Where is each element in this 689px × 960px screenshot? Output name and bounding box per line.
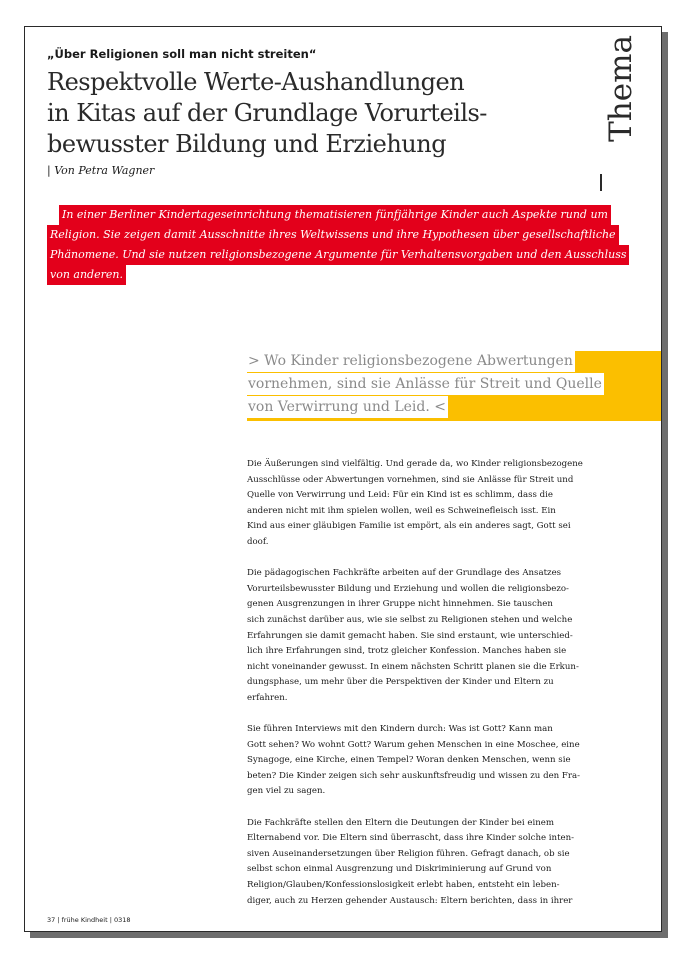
body-line: Erfahrungen sie damit gemacht haben. Sie sind erstaunt, wie unterschied-	[247, 630, 573, 641]
magazine-page	[24, 26, 662, 932]
pullquote-line: von Verwirrung und Leid. <	[247, 396, 448, 419]
body-line: diger, auch zu Herzen gehender Austausch: Eltern berichten, dass in ihrer	[247, 895, 573, 906]
body-line: genen Ausgrenzungen in ihrer Gruppe nicht hinnehmen. Sie tauschen	[247, 599, 553, 610]
body-line: Die Fachkräfte stellen den Eltern die Deutungen der Kinder bei einem	[247, 817, 554, 828]
body-line: Sie führen Interviews mit den Kindern durch: Was ist Gott? Kann man	[247, 724, 553, 735]
body-line: dungsphase, um mehr über die Perspektiven der Kinder und Eltern zu	[247, 677, 554, 688]
title-line: in Kitas auf der Grundlage Vorurteils-	[47, 99, 487, 127]
article-byline: | Von Petra Wagner	[47, 164, 155, 177]
intro-teaser	[47, 205, 627, 285]
body-line: siven Auseinandersetzungen über Religion führen. Gefragt danach, ob sie	[247, 848, 570, 859]
body-line: Vorurteilsbewusster Bildung und Erziehung und wollen die religionsbezo-	[247, 583, 569, 594]
body-paragraph	[247, 816, 589, 910]
page-footer: 37 | frühe Kindheit | 0318	[47, 916, 131, 924]
body-line: beten? Die Kinder zeigen sich sehr auskunftsfreudig und wissen zu den Fra-	[247, 770, 581, 781]
section-marker	[600, 35, 642, 185]
body-line: Religion/Glauben/Konfessionslosigkeit erlebt haben, entsteht ein leben-	[247, 880, 560, 891]
article-body	[247, 457, 589, 925]
pullquote	[247, 350, 647, 419]
body-line: sich zunächst darüber aus, wie sie selbst zu Religionen stehen und welche	[247, 614, 573, 625]
body-paragraph	[247, 566, 589, 706]
body-line: anderen nicht mit ihm spielen wollen, weil es Schweinefleisch isst. Ein	[247, 505, 556, 516]
body-line: nicht voneinander gewusst. In einem nächsten Schritt planen sie die Erkun-	[247, 661, 579, 672]
intro-line: Religion. Sie zeigen damit Ausschnitte ihres Weltwissens und ihre Hypothesen über gesellschaftliche	[47, 225, 619, 245]
title-line: Respektvolle Werte-Aushandlungen	[47, 68, 465, 96]
body-line: Die Äußerungen sind vielfältig. Und gerade da, wo Kinder religionsbezogene	[247, 459, 583, 469]
body-line: selbst schon einmal Ausgrenzung und Diskriminierung auf Grund von	[247, 864, 552, 875]
body-paragraph	[247, 722, 589, 800]
section-label: Thema	[603, 35, 639, 142]
body-line: Kind aus einer gläubigen Familie ist empört, als ein anderes sagt, Gott sei	[247, 521, 571, 532]
pullquote-line: > Wo Kinder religionsbezogene Abwertungen	[247, 350, 575, 373]
intro-line: von anderen.	[47, 265, 126, 285]
intro-line: Phänomene. Und sie nutzen religionsbezogene Argumente für Verhaltensvorgaben und den Ausschluss	[47, 245, 629, 265]
body-line: erfahren.	[247, 692, 288, 703]
body-line: doof.	[247, 536, 269, 547]
body-line: Ausschlüsse oder Abwertungen vornehmen, sind sie Anlässe für Streit und	[247, 474, 574, 485]
section-bar	[600, 174, 602, 191]
article-kicker: „Über Religionen soll man nicht streiten“	[47, 47, 317, 61]
body-line: Quelle von Verwirrung und Leid: Für ein Kind ist es schlimm, dass die	[247, 490, 553, 501]
body-line: Die pädagogischen Fachkräfte arbeiten auf der Grundlage des Ansatzes	[247, 568, 562, 579]
article-title	[47, 67, 587, 160]
title-line: bewusster Bildung und Erziehung	[47, 130, 447, 158]
body-line: Gott sehen? Wo wohnt Gott? Warum gehen Menschen in eine Moschee, eine	[247, 739, 580, 750]
body-line: Elternabend vor. Die Eltern sind überrascht, dass ihre Kinder solche inten-	[247, 833, 575, 844]
body-paragraph	[247, 457, 589, 551]
body-line: Synagoge, eine Kirche, einen Tempel? Woran denken Menschen, wenn sie	[247, 755, 571, 766]
body-line: lich ihre Erfahrungen sind, trotz gleicher Konfession. Manches haben sie	[247, 646, 567, 657]
body-line: gen viel zu sagen.	[247, 786, 326, 797]
pullquote-line: vornehmen, sind sie Anlässe für Streit und Quelle	[247, 373, 604, 396]
intro-line: In einer Berliner Kindertageseinrichtung thematisieren fünfjährige Kinder auch Aspekte rund um	[59, 205, 611, 225]
